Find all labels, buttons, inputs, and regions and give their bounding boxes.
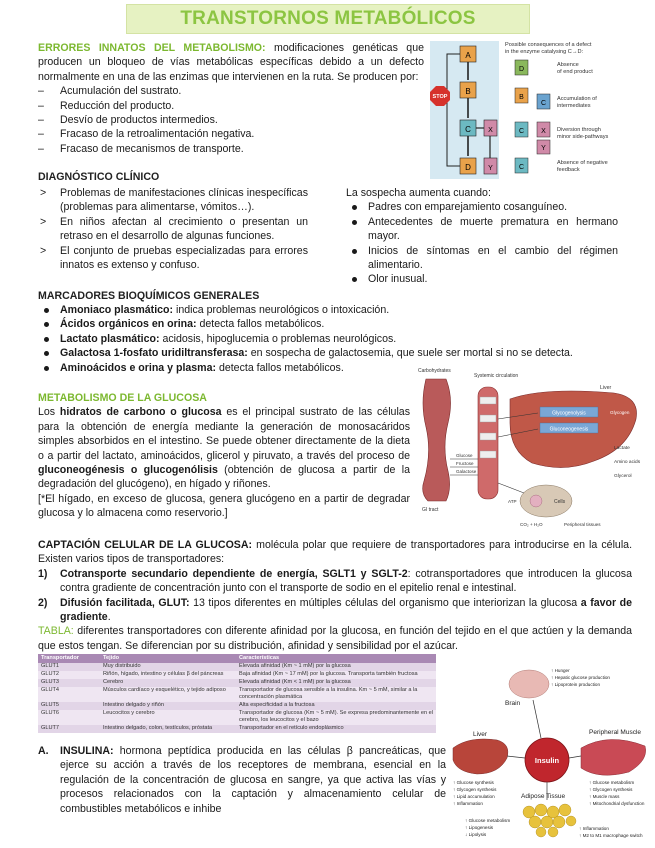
liver-effect: ↑ Glycogen synthesis: [453, 787, 497, 792]
glucosa-heading: METABOLISMO DE LA GLUCOSA: [38, 392, 207, 404]
diagnostico-heading: DIAGNÓSTICO CLÍNICO: [38, 171, 160, 183]
legend-feedback: Absence of negative feedback: [557, 160, 608, 173]
tabla-label: TABLA:: [38, 625, 74, 638]
label-glycogenolysis: Glycogenolysis: [552, 410, 586, 417]
list-item: – Desvío de productos intermedios.: [38, 113, 424, 127]
insulina-heading: INSULINA:: [60, 745, 114, 757]
item-bold: a favor de gradiente: [60, 596, 633, 624]
liver-shape: [453, 739, 508, 774]
node-x-label: X: [488, 127, 493, 134]
glucose-box: [480, 451, 496, 458]
adipose-right-effects: [579, 826, 643, 838]
text-bold: gluconeogénesis o glucogenólisis: [38, 464, 218, 477]
muscle-label: Peripheral Muscle: [589, 729, 642, 736]
errores-list: [38, 84, 424, 156]
label-glycerol: Glycerol: [614, 474, 632, 479]
item-text: 13 tipos diferentes en múltiples células del organismo que interiorizan la glucosa: [189, 596, 581, 609]
list-item: Olor inusual.: [346, 272, 618, 286]
text-run: (obtención de glucosa a partir de la degradación del glucógeno), en hígado y riñones.: [38, 464, 410, 491]
table-cell: Riñón, hígado, intestino y células β del páncreas: [100, 671, 236, 679]
label-glucose: Glucose: [456, 453, 473, 458]
marker-name: Lactato plasmático:: [60, 332, 160, 345]
list-item: [38, 332, 628, 346]
table-cell: Intestino delgado, colon, testículos, próstata: [100, 725, 236, 733]
liver-label: Liver: [473, 731, 488, 738]
node-y-label: Y: [488, 165, 493, 172]
insulin-diagram: [449, 660, 652, 844]
item-text: : cotransportadores que introducen la glucosa contra gradiente de concentración junto con el transporte de sodio en el epitelio renal e intestinal.: [60, 567, 632, 595]
legend-diversion: Diversion through minor side-pathways: [557, 127, 609, 140]
label-peripheral-tissues: Peripheral tissues: [564, 522, 601, 527]
liver-effect: ↑ Inflammation: [453, 801, 483, 806]
liver-glucose-figure: [414, 363, 649, 535]
node-a-label: A: [465, 51, 471, 60]
adipose-effect: ↑ Glucose metabolism: [465, 818, 511, 823]
legend-c2-label: C: [518, 128, 525, 135]
marker-name: Amoniaco plasmático:: [60, 304, 174, 316]
table-cell: Alta especificidad a la fructosa: [236, 702, 436, 710]
adipose-label: Adipose Tissue: [521, 793, 566, 800]
label-cells: Cells: [554, 499, 566, 505]
marcadores-heading: MARCADORES BIOQUÍMICOS GENERALES: [38, 290, 260, 302]
table-row: [38, 687, 436, 702]
brain-effects: [551, 668, 611, 687]
brain-effect: ↑ Hunger: [551, 668, 570, 673]
table-cell: GLUT6: [38, 710, 100, 725]
label-carbohydrates: Carbohydrates: [418, 368, 451, 374]
list-item: > En niños afectan al crecimiento o presentan un retraso en el desarrollo de algunas funciones.: [38, 215, 308, 244]
table-cell: Músculos cardíaco y esquelético, y tejido adiposo: [100, 687, 236, 702]
list-item: [38, 317, 628, 331]
list-item: – Fracaso de la retroalimentación negativa.: [38, 127, 424, 141]
adipose-effects: [465, 818, 511, 837]
table-cell: Baja afinidad (Km ~ 17 mM) por la glucosa. Transporta también fructosa: [236, 671, 436, 679]
brain-label: Brain: [505, 700, 521, 707]
table-cell: Transportador en el retículo endoplásmico: [236, 725, 436, 733]
item-number: 1): [38, 567, 48, 580]
glucosa-paragraph: [38, 405, 410, 491]
brain-shape: [509, 670, 549, 698]
legend-x-label: X: [541, 128, 546, 135]
arrow: [533, 700, 541, 738]
marker-name: Aminoácidos e orina y plasma:: [60, 361, 217, 374]
legend-accumulation: Accumulation of intermediates: [557, 96, 597, 109]
table-cell: GLUT3: [38, 679, 100, 687]
table-cell: GLUT7: [38, 725, 100, 733]
insulina-paragraph: [38, 744, 446, 816]
liver-effect: ↑ Lipid accumulation: [453, 794, 495, 799]
node-c-label: C: [465, 125, 471, 134]
muscle-effect: ↑ Muscle mass: [589, 794, 620, 799]
list-item: – Acumulación del sustrato.: [38, 84, 424, 98]
item-bold: Difusión facilitada, GLUT:: [60, 596, 190, 609]
marker-name: Ácidos orgánicos en orina:: [60, 318, 197, 331]
glucosa-section: [38, 391, 410, 521]
table-row: [38, 663, 436, 671]
table-cell: GLUT5: [38, 702, 100, 710]
glucose-box: [480, 433, 496, 440]
table-cell: Intestino delgado y riñón: [100, 702, 236, 710]
table-cell: Leucocitos y cerebro: [100, 710, 236, 725]
legend-b-label: B: [519, 94, 524, 101]
gi-tract-shape: [423, 379, 451, 501]
tabla-paragraph: [38, 624, 632, 653]
label-liver: Liver: [600, 385, 612, 391]
marker-desc: detecta fallos metabólicos.: [216, 361, 344, 374]
label-amino-acids: Amino acids: [614, 460, 641, 465]
captacion-heading: CAPTACIÓN CELULAR DE LA GLUCOSA:: [38, 539, 253, 551]
errores-heading: ERRORES INNATOS DEL METABOLISMO:: [38, 42, 266, 54]
table-cell: Elevada afinidad (Km ~ 1 mM) por la glucosa: [236, 663, 436, 671]
label-co2: CO₂ + H₂O: [520, 522, 543, 527]
captacion-paragraph: [38, 538, 632, 567]
label-gluconeogenesis: Gluconeogenesis: [549, 426, 589, 433]
arrow: [498, 483, 524, 493]
adipose-effect: ↓ Lipolysis: [465, 832, 487, 837]
liver-effects: [453, 780, 498, 806]
table-header: Tejido: [100, 654, 236, 663]
node-b-label: B: [465, 87, 471, 96]
title-banner: [126, 4, 530, 34]
table-cell: GLUT1: [38, 663, 100, 671]
figure-title: Possible consequences of a defect in the enzyme catalysing C→D:: [505, 42, 592, 55]
label-fructose: Fructose: [456, 461, 474, 466]
errores-text: modificaciones genéticas que producen un bloqueo de vías metabólicas específicas debido a un defecto normalmente en una de las enzimas que intervienen en la ruta. Se producen por:: [38, 42, 424, 83]
list-item: > El conjunto de pruebas especializadas para errores innatos es extenso y confuso.: [38, 244, 308, 273]
marker-desc: detecta fallos metabólicos.: [196, 318, 325, 331]
muscle-effects: [589, 780, 645, 806]
adipose-cells: [523, 804, 576, 837]
legend-absence-end: Absence of end product: [557, 62, 593, 75]
table-cell: Cerebro: [100, 679, 236, 687]
label-glycogen: Glycogen: [610, 410, 630, 415]
table-cell: GLUT4: [38, 687, 100, 702]
cell-icon: [530, 495, 542, 507]
text-bold: hidratos de carbono o glucosa: [59, 406, 222, 419]
insulina-text: hormona peptídica producida en las células β pancreáticas, que ejerce su acción a través de los receptores de membrana, esencial en la regulación de la concentración de glucosa en sangre, ya que activa las vías y procesos relacionados con la captación y almacenamiento celular de combustibles metabólicos e inhibe: [60, 745, 446, 815]
list-item: > Problemas de manifestaciones clínicas inespecíficas (problemas para alimentarse, vómitos…).: [38, 186, 308, 215]
table-row: [38, 679, 436, 687]
enzyme-defect-figure: [427, 38, 649, 182]
list-item: [38, 567, 632, 596]
diagnostico-left: [38, 186, 308, 272]
insulin-figure: [449, 660, 652, 844]
list-item: Antecedentes de muerte prematura en hermano mayor.: [346, 215, 618, 244]
legend-c-label: C: [540, 100, 547, 107]
glucosa-note: [*El hígado, en exceso de glucosa, genera glucógeno en a partir de degradar glucosa y lo almacena como reservorio.]: [38, 492, 410, 520]
list-item: Inicios de síntomas en el cambio del régimen alimentario.: [346, 244, 618, 273]
errores-section: [38, 41, 424, 156]
muscle-shape: [581, 739, 646, 775]
enzyme-defect-diagram: [427, 38, 649, 182]
glut-table-wrapper: [38, 654, 436, 733]
label-galactose: Galactose: [456, 469, 477, 474]
arrow: [507, 756, 525, 758]
table-cell: Transportador de glucosa (Km ~ 5 mM). Se expresa predominantemente en el cerebro, los leucocitos y el bazo: [236, 710, 436, 725]
errores-paragraph: [38, 41, 424, 84]
liver-glucose-diagram: [414, 363, 649, 535]
muscle-effect: ↑ Glucose metabolism: [589, 780, 635, 785]
table-header: Características: [236, 654, 436, 663]
table-row: [38, 710, 436, 725]
list-item: [38, 346, 628, 360]
list-item: – Reducción del producto.: [38, 99, 424, 113]
glucose-box: [480, 397, 496, 404]
marker-name: Galactosa 1-fosfato uridiltransferasa:: [60, 347, 248, 360]
table-cell: GLUT2: [38, 671, 100, 679]
table-header-row: [38, 654, 436, 663]
label-lactate: Lactate: [614, 446, 630, 451]
captacion-text: molécula polar que requiere de transportadores para introducirse en la célula. Existen varios tipos de transportadores:: [38, 539, 633, 566]
table-row: [38, 671, 436, 679]
table-cell: Transportador de glucosa sensible a la insulina. Km ~ 5 mM, similar a la concentración plasmática: [236, 687, 436, 702]
adipose-effect: ↑ M2 to M1 macrophage switch: [579, 833, 643, 838]
diagnostico-right-intro: La sospecha aumenta cuando:: [346, 187, 491, 199]
legend-c3-label: C: [518, 164, 525, 171]
text-run: es el principal sustrato de las células para la obtención de energía mediante la generación de monosacáridos simples absorbidos en el intestino. Se puede obtener directamente de la dieta o a partir del lactato, aminoácidos, glicerol y piruvato, a través del proceso de: [38, 406, 410, 462]
list-item: [38, 596, 632, 625]
table-row: [38, 702, 436, 710]
table-cell: Elevada afinidad (Km < 1 mM) por la glucosa: [236, 679, 436, 687]
captacion-section: [38, 538, 632, 653]
glucose-box: [480, 415, 496, 422]
page-title: TRANSTORNOS METABÓLICOS: [180, 8, 476, 30]
stop-label: STOP: [432, 94, 448, 100]
adipose-effect: ↑ Lipogenesis: [465, 825, 494, 830]
marker-desc: indica problemas neurológicos o intoxicación.: [173, 304, 390, 316]
list-item: – Fracaso de mecanismos de transporte.: [38, 142, 424, 156]
list-item: [38, 303, 628, 317]
marker-desc: en sospecha de galactosemia, que suele ser mortal si no se detecta.: [247, 347, 573, 360]
adipose-effect: ↑ Inflammation: [579, 826, 609, 831]
marker-desc: acidosis, hipoglucemia o problemas neurológicos.: [159, 332, 397, 345]
table-row: [38, 725, 436, 733]
table-cell: Muy distribuido: [100, 663, 236, 671]
list-item: Padres con emparejamiento cosanguíneo.: [346, 200, 618, 214]
label-gi-tract: GI tract: [422, 507, 439, 513]
insulina-letter: A.: [38, 745, 49, 757]
insulin-center-label: Insulin: [534, 756, 560, 765]
table-header: Transportador: [38, 654, 100, 663]
item-number: 2): [38, 596, 48, 609]
item-text: .: [107, 611, 111, 624]
liver-effect: ↑ Glucose synthesis: [453, 780, 494, 785]
diagnostico-right: [346, 186, 618, 287]
text-run: Los: [38, 406, 60, 419]
brain-effect: ↑ Hepatic glucose production: [551, 675, 610, 680]
arrow: [569, 756, 581, 758]
tabla-text: diferentes transportadores con diferente afinidad por la glucosa, en función del tejido en el que actúen y la demanda que estos tengan. Se diferencian por su distribución, afinidad y sensibilidad por el azúcar.: [38, 625, 632, 652]
label-atp: ATP: [508, 499, 517, 504]
label-systemic-circulation: Systemic circulation: [474, 373, 519, 379]
muscle-effect: ↑ Glycogen synthesis: [589, 787, 633, 792]
muscle-effect: ↑ Mitochondrial dysfunction: [589, 801, 645, 806]
legend-d-label: D: [518, 66, 525, 73]
brain-effect: ↑ Lipoprotein production: [551, 682, 601, 687]
item-bold: Cotransporte secundario dependiente de energía, SGLT1 y SGLT-2: [60, 567, 408, 580]
glut-table: [38, 654, 436, 733]
node-d-label: D: [465, 163, 471, 172]
legend-y-label: Y: [541, 145, 546, 152]
